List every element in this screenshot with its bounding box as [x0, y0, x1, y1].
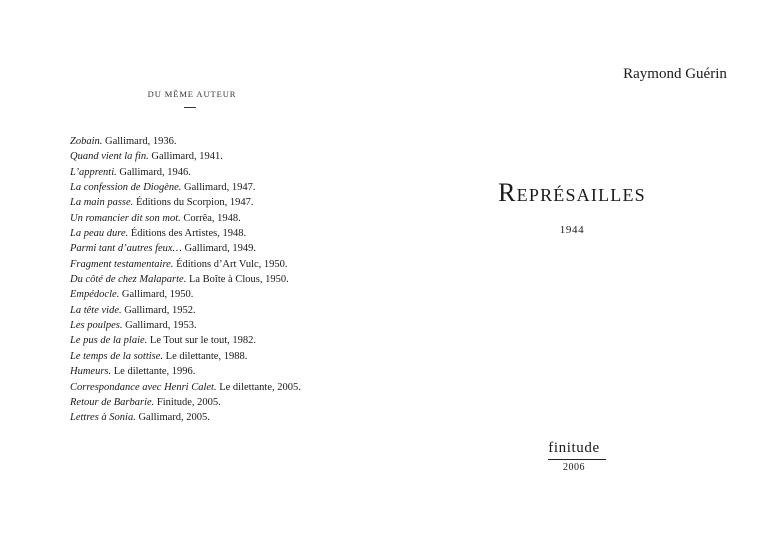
work-title: Empédocle.: [70, 289, 120, 301]
work-title: Lettres à Sonia.: [70, 412, 136, 424]
work-details: Le dilettante, 1996.: [113, 366, 196, 378]
author-name: [384, 66, 768, 83]
work-title: La tête vide.: [70, 304, 122, 316]
work-details: Corrêa, 1948.: [183, 212, 241, 224]
work-entry: [70, 195, 301, 210]
work-details: Gallimard, 1950.: [121, 289, 194, 301]
work-details: Le Tout sur le tout, 1982.: [149, 335, 257, 347]
work-entry: [70, 165, 301, 180]
works-list: [70, 134, 301, 426]
work-entry: [70, 134, 301, 149]
work-details: Le dilettante, 1988.: [165, 350, 248, 362]
heading-dash: [184, 107, 196, 108]
work-entry: [70, 395, 301, 410]
work-entry: [70, 333, 301, 348]
work-entry: [70, 380, 301, 395]
work-entry: [70, 364, 301, 379]
work-title: Un romancier dit son mot.: [70, 212, 181, 224]
work-details: Éditions du Scorpion, 1947.: [135, 197, 254, 209]
work-entry: [70, 318, 301, 333]
work-entry: [70, 241, 301, 256]
work-title: Humeurs.: [70, 366, 112, 378]
work-entry: [70, 272, 301, 287]
work-details: Finitude, 2005.: [156, 396, 221, 408]
work-title: Du côté de chez Malaparte.: [70, 274, 187, 286]
work-title: Fragment testamentaire.: [70, 258, 174, 270]
work-title: Zobain.: [70, 136, 103, 147]
work-entry: [70, 180, 301, 195]
book-year: 1944: [559, 224, 585, 236]
work-details: Gallimard, 1936.: [105, 136, 177, 147]
work-entry: [70, 211, 301, 226]
work-details: Gallimard, 1946.: [119, 166, 191, 178]
work-entry: [70, 149, 301, 164]
work-title: La confession de Diogène.: [70, 182, 182, 194]
publisher-rule: [548, 459, 606, 460]
work-title: Le temps de la sottise.: [70, 350, 164, 362]
work-entry: [70, 257, 301, 272]
work-title: La main passe.: [70, 197, 134, 209]
work-entry: [70, 226, 301, 241]
section-heading: DU MÊME AUTEUR: [147, 89, 237, 99]
work-details: Gallimard, 1953.: [125, 320, 197, 332]
publisher-name: finitude: [548, 440, 600, 456]
work-details: Gallimard, 2005.: [138, 412, 210, 424]
work-details: Gallimard, 1949.: [184, 243, 256, 255]
work-title: Retour de Barbarie.: [70, 396, 155, 408]
publication-year: 2006: [563, 462, 585, 473]
work-entry: [70, 303, 301, 318]
work-details: Gallimard, 1941.: [151, 151, 223, 163]
work-title: Quand vient la fin.: [70, 151, 149, 163]
work-details: Gallimard, 1952.: [124, 304, 196, 316]
work-title: L’apprenti.: [70, 166, 117, 178]
work-title: La peau dure.: [70, 228, 129, 240]
work-details: Éditions des Artistes, 1948.: [130, 228, 247, 240]
work-entry: [70, 349, 301, 364]
work-details: La Boîte à Clous, 1950.: [188, 274, 289, 286]
author-name-text: Raymond Guérin: [623, 66, 727, 82]
work-title: Le pus de la plaie.: [70, 335, 148, 347]
right-page: [384, 0, 768, 543]
work-title: Parmi tant d’autres feux…: [70, 243, 182, 255]
book-title: Représailles: [498, 178, 646, 207]
work-details: Éditions d’Art Vulc, 1950.: [176, 258, 288, 270]
work-title: Correspondance avec Henri Calet.: [70, 381, 217, 393]
work-details: Gallimard, 1947.: [184, 182, 256, 194]
work-details: Le dilettante, 2005.: [219, 381, 301, 393]
work-entry: [70, 410, 301, 425]
work-title: Les poulpes.: [70, 320, 123, 332]
work-entry: [70, 287, 301, 302]
